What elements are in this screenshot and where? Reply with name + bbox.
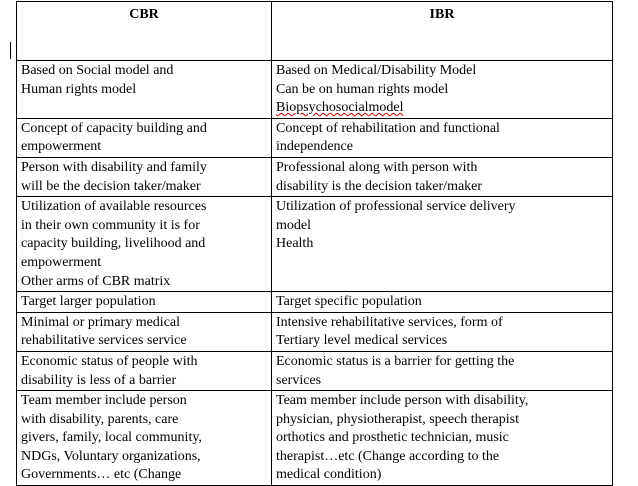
- table-row: [17, 312, 613, 351]
- ibr-cell-line: Utilization of professional service delivery: [276, 199, 516, 215]
- ibr-cell-line: services: [276, 372, 322, 388]
- cbr-cell-line: Based on Social model and: [21, 63, 174, 78]
- cbr-cell: [17, 197, 272, 292]
- header-cbr: CBR: [17, 2, 272, 61]
- ibr-cell-line: Professional along with person with: [276, 159, 478, 175]
- ibr-cell: [272, 157, 613, 196]
- ibr-cell-line: Based on Medical/Disability Model: [276, 63, 477, 78]
- ibr-cell-line: disability is the decision taker/maker: [276, 178, 483, 194]
- ibr-cell-line: Intensive rehabilitative services, form of: [276, 314, 503, 330]
- table-row: [17, 292, 613, 313]
- ibr-cell-line: Can be on human rights model: [276, 81, 449, 97]
- ibr-cell-line: Economic status is a barrier for getting the: [276, 353, 515, 369]
- ibr-cell-line: physician, physiotherapist, speech therapist: [276, 411, 519, 427]
- cbr-cell-line: Utilization of available resources: [21, 199, 207, 215]
- ibr-cell: [272, 351, 613, 390]
- ibr-cell-line: Team member include person with disability,: [276, 393, 529, 409]
- cbr-cell-line: in their own community it is for: [21, 217, 200, 233]
- ibr-cell-line: independence: [276, 139, 353, 155]
- cbr-cell-line: Person with disability and family: [21, 159, 207, 175]
- ibr-cell: [272, 197, 613, 292]
- cbr-cell-line: Other arms of CBR matrix: [21, 273, 171, 289]
- cbr-cell-line: empowerment: [21, 254, 102, 270]
- cbr-cell-line: with disability, parents, care: [21, 411, 179, 427]
- table-row: [17, 157, 613, 196]
- table-row: [17, 391, 613, 486]
- cbr-cell-line: rehabilitative services service: [21, 333, 187, 349]
- header-row: [17, 2, 613, 61]
- cbr-cell-line: Target larger population: [21, 294, 156, 310]
- cbr-cell-line: disability is less of a barrier: [21, 372, 177, 388]
- cbr-cell-line: Economic status of people with: [21, 353, 198, 369]
- cbr-cell-line: will be the decision taker/maker: [21, 178, 201, 194]
- ibr-cell-line: therapist…etc (Change according to the: [276, 448, 500, 464]
- ibr-cell-line: Biopsychosocialmodel: [276, 100, 404, 116]
- cbr-cell-line: Governments… etc (Change: [21, 467, 182, 483]
- cbr-cell-line: Concept of capacity building and: [21, 120, 207, 136]
- cbr-cell-line: empowerment: [21, 139, 102, 155]
- margin-mark: [10, 42, 11, 59]
- ibr-cell: [272, 391, 613, 486]
- cbr-ibr-comparison-table: [16, 1, 613, 486]
- cbr-cell: [17, 312, 272, 351]
- cbr-cell-line: givers, family, local community,: [21, 430, 202, 446]
- cbr-cell-line: Human rights model: [21, 81, 137, 97]
- cbr-cell-line: Minimal or primary medical: [21, 314, 181, 330]
- ibr-cell-line: Tertiary level medical services: [276, 333, 448, 349]
- ibr-cell: [272, 312, 613, 351]
- cbr-cell: [17, 351, 272, 390]
- cbr-cell: [17, 391, 272, 486]
- ibr-cell: [272, 118, 613, 157]
- table-row: [17, 61, 613, 119]
- ibr-cell-line: Concept of rehabilitation and functional: [276, 120, 500, 136]
- ibr-cell: [272, 292, 613, 313]
- cbr-cell: [17, 118, 272, 157]
- ibr-cell-line: medical condition): [276, 467, 382, 483]
- cbr-cell: [17, 292, 272, 313]
- header-ibr: IBR: [272, 2, 613, 61]
- table-body: [17, 61, 613, 486]
- ibr-cell-line: Health: [276, 236, 314, 252]
- table-row: [17, 197, 613, 292]
- ibr-cell-line: orthotics and prosthetic technician, music: [276, 430, 509, 446]
- ibr-cell: [272, 61, 613, 119]
- table-row: [17, 118, 613, 157]
- cbr-cell-line: NDGs, Voluntary organizations,: [21, 448, 201, 464]
- cbr-cell: [17, 157, 272, 196]
- cbr-cell: [17, 61, 272, 119]
- table-row: [17, 351, 613, 390]
- ibr-cell-line: model: [276, 217, 311, 233]
- cbr-cell-line: Team member include person: [21, 393, 187, 409]
- cbr-cell-line: capacity building, livelihood and: [21, 236, 206, 252]
- ibr-cell-line: Target specific population: [276, 294, 422, 310]
